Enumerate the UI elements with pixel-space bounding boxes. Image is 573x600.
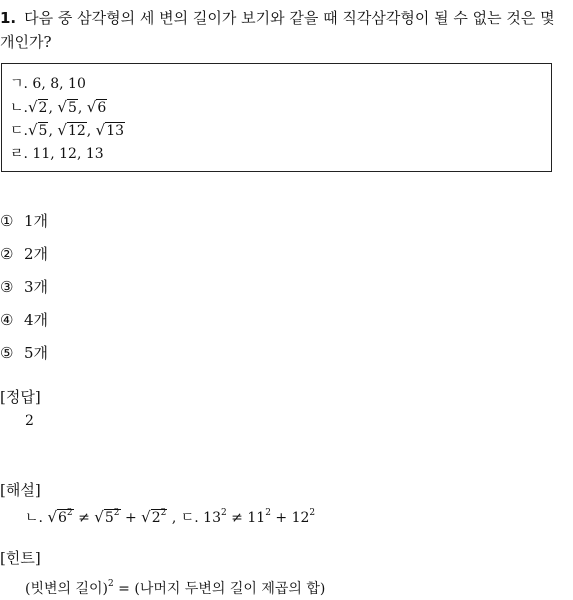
example-prefix: ㄴ. <box>10 100 28 116</box>
radicand: 12 <box>67 123 86 139</box>
answer-label: [정답] <box>0 388 41 406</box>
radical: √13 <box>95 121 125 139</box>
hint-text <box>25 573 325 600</box>
example-line-4: ㄹ. 11, 12, 13 <box>10 146 104 162</box>
explanation-text: ㄴ. $√6^2 \ne √5^2 + √2^2$ , ㄷ. $13^2 \ne 11^2 + 12^2$ <box>25 502 315 529</box>
option-text: 3개 <box>24 278 49 296</box>
option-number: ⑤ <box>0 344 14 362</box>
radical: √2 <box>27 98 48 116</box>
exponent: 2 <box>113 508 120 518</box>
option-text: 1개 <box>24 212 49 230</box>
option-1[interactable] <box>0 211 48 231</box>
exponent: 2 <box>66 508 73 518</box>
hint-part: (빗변의 길이) <box>25 581 108 597</box>
option-text: 2개 <box>24 245 49 263</box>
option-2[interactable] <box>0 244 48 264</box>
question <box>0 6 570 54</box>
option-number: ② <box>0 245 14 263</box>
question-number: 1. <box>0 9 17 27</box>
option-number: ④ <box>0 311 14 329</box>
radical: √5 <box>27 121 48 139</box>
example-line-2: ㄴ.√2, √5, √6 <box>10 98 107 116</box>
base: 5 <box>104 510 114 526</box>
radicand: 13 <box>106 123 125 139</box>
option-3[interactable] <box>0 277 48 297</box>
radical: $√5^2$ <box>94 508 120 526</box>
hint-part: = (나머지 두변의 길이 제곱의 합) <box>113 581 326 597</box>
exponent: 2 <box>309 508 316 518</box>
example-line-1: ㄱ. 6, 8, 10 <box>10 76 86 92</box>
question-text: 다음 중 삼각형의 세 변의 길이가 보기와 같을 때 직각삼각형이 될 수 없는 것은 몇 개인가? <box>0 9 555 51</box>
radicand: 6 <box>97 100 107 116</box>
example-prefix: ㄷ. <box>10 123 28 139</box>
explanation-label: [해설] <box>0 481 41 499</box>
base: 13 <box>203 510 221 526</box>
radicand: 2 <box>38 100 48 116</box>
radical: $√2^2$ <box>141 508 167 526</box>
radicand: 5 <box>67 100 77 116</box>
radical: √5 <box>57 98 77 116</box>
base: 11 <box>247 510 266 526</box>
explanation-prefix: ㄴ. <box>25 510 43 526</box>
exponent: 2 <box>108 579 114 589</box>
base: 12 <box>291 510 310 526</box>
example-line-3: ㄷ.√5, √12, √13 <box>10 121 125 139</box>
exponent: 2 <box>265 508 271 518</box>
base: 6 <box>58 510 67 526</box>
exponent: 2 <box>220 508 227 518</box>
radical: $√6^2$ <box>47 508 73 526</box>
exponent: 2 <box>160 508 167 518</box>
option-text: 4개 <box>24 311 49 329</box>
radical: √12 <box>57 121 86 139</box>
answer-value: 2 <box>25 413 34 429</box>
base: 2 <box>151 510 161 526</box>
explanation-prefix: , ㄷ. <box>171 510 199 526</box>
option-5[interactable] <box>0 343 48 363</box>
option-number: ① <box>0 212 14 230</box>
option-number: ③ <box>0 278 14 296</box>
example-box <box>1 63 552 172</box>
radicand: 5 <box>38 123 48 139</box>
option-text: 5개 <box>24 344 49 362</box>
radical: √6 <box>86 98 107 116</box>
option-4[interactable] <box>0 310 48 330</box>
hint-label: [힌트] <box>0 549 41 567</box>
